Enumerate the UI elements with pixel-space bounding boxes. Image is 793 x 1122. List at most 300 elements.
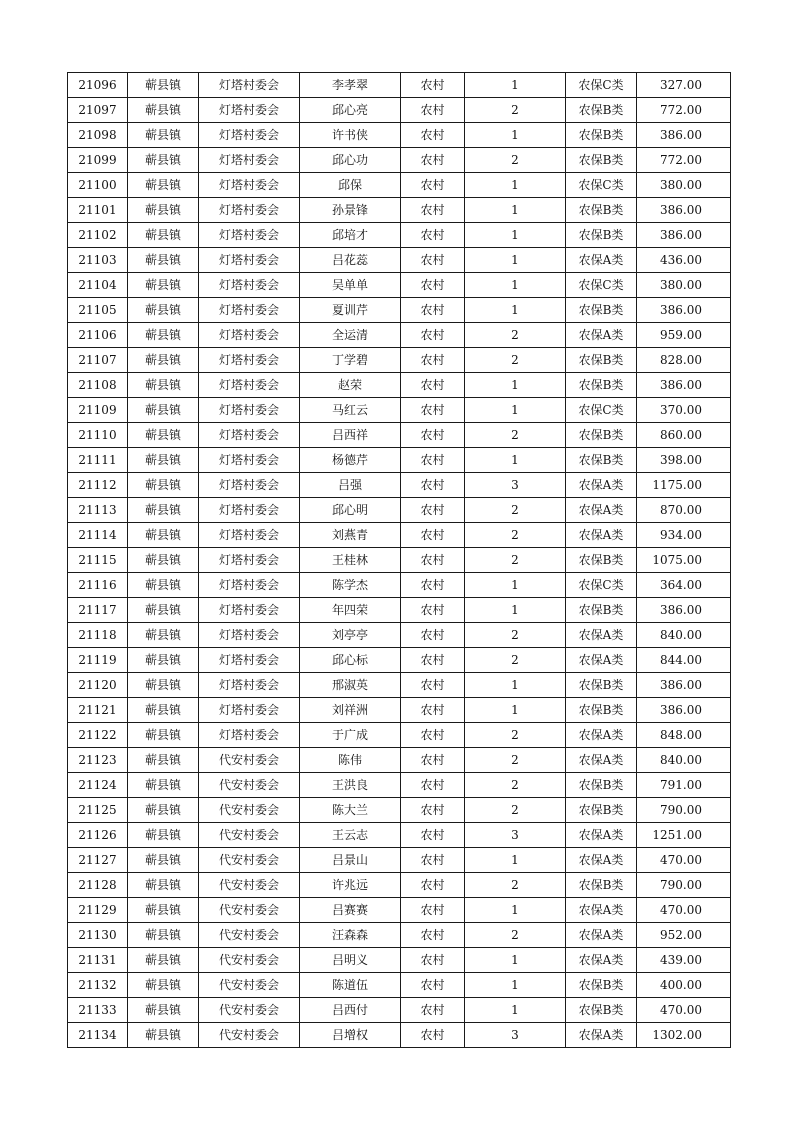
village-committee-cell: 灯塔村委会 [199, 373, 300, 398]
person-name-cell: 邱心功 [300, 148, 401, 173]
person-name-cell: 吕强 [300, 473, 401, 498]
amount-cell: 370.00 [637, 398, 731, 423]
record-id-cell: 21099 [68, 148, 128, 173]
household-count-cell: 2 [465, 498, 566, 523]
household-count-cell: 2 [465, 323, 566, 348]
insurance-category-cell: 农保B类 [566, 148, 637, 173]
town-cell: 蕲县镇 [128, 273, 199, 298]
amount-cell: 436.00 [637, 248, 731, 273]
area-type-cell: 农村 [401, 923, 465, 948]
person-name-cell: 刘燕青 [300, 523, 401, 548]
insurance-category-cell: 农保A类 [566, 323, 637, 348]
village-committee-cell: 灯塔村委会 [199, 448, 300, 473]
record-id-cell: 21124 [68, 773, 128, 798]
amount-cell: 791.00 [637, 773, 731, 798]
household-count-cell: 2 [465, 348, 566, 373]
insurance-category-cell: 农保B类 [566, 448, 637, 473]
area-type-cell: 农村 [401, 748, 465, 773]
household-count-cell: 1 [465, 948, 566, 973]
village-committee-cell: 灯塔村委会 [199, 223, 300, 248]
table-row [68, 198, 731, 223]
table-row [68, 823, 731, 848]
insurance-category-cell: 农保B类 [566, 998, 637, 1023]
amount-cell: 1075.00 [637, 548, 731, 573]
household-count-cell: 1 [465, 298, 566, 323]
insurance-category-cell: 农保A类 [566, 898, 637, 923]
record-id-cell: 21121 [68, 698, 128, 723]
insurance-category-cell: 农保A类 [566, 723, 637, 748]
table-row [68, 973, 731, 998]
insurance-category-cell: 农保C类 [566, 73, 637, 98]
town-cell: 蕲县镇 [128, 73, 199, 98]
town-cell: 蕲县镇 [128, 673, 199, 698]
village-committee-cell: 灯塔村委会 [199, 198, 300, 223]
household-count-cell: 1 [465, 998, 566, 1023]
town-cell: 蕲县镇 [128, 373, 199, 398]
household-count-cell: 2 [465, 748, 566, 773]
area-type-cell: 农村 [401, 248, 465, 273]
household-count-cell: 1 [465, 173, 566, 198]
village-committee-cell: 灯塔村委会 [199, 98, 300, 123]
person-name-cell: 于广成 [300, 723, 401, 748]
table-row [68, 923, 731, 948]
area-type-cell: 农村 [401, 798, 465, 823]
table-row [68, 473, 731, 498]
village-committee-cell: 代安村委会 [199, 898, 300, 923]
village-committee-cell: 灯塔村委会 [199, 473, 300, 498]
person-name-cell: 许书侠 [300, 123, 401, 148]
area-type-cell: 农村 [401, 423, 465, 448]
amount-cell: 840.00 [637, 748, 731, 773]
person-name-cell: 邱培才 [300, 223, 401, 248]
insurance-category-cell: 农保C类 [566, 398, 637, 423]
record-id-cell: 21114 [68, 523, 128, 548]
person-name-cell: 陈学杰 [300, 573, 401, 598]
village-committee-cell: 灯塔村委会 [199, 573, 300, 598]
village-committee-cell: 灯塔村委会 [199, 548, 300, 573]
town-cell: 蕲县镇 [128, 973, 199, 998]
person-name-cell: 吕明义 [300, 948, 401, 973]
town-cell: 蕲县镇 [128, 348, 199, 373]
village-committee-cell: 灯塔村委会 [199, 673, 300, 698]
table-row [68, 723, 731, 748]
area-type-cell: 农村 [401, 598, 465, 623]
town-cell: 蕲县镇 [128, 998, 199, 1023]
amount-cell: 840.00 [637, 623, 731, 648]
insurance-category-cell: 农保B类 [566, 223, 637, 248]
household-count-cell: 2 [465, 523, 566, 548]
record-id-cell: 21134 [68, 1023, 128, 1048]
amount-cell: 772.00 [637, 98, 731, 123]
insurance-category-cell: 农保A类 [566, 473, 637, 498]
area-type-cell: 农村 [401, 98, 465, 123]
household-count-cell: 2 [465, 423, 566, 448]
record-id-cell: 21097 [68, 98, 128, 123]
village-committee-cell: 灯塔村委会 [199, 298, 300, 323]
area-type-cell: 农村 [401, 448, 465, 473]
person-name-cell: 吕花蕊 [300, 248, 401, 273]
insurance-category-cell: 农保A类 [566, 923, 637, 948]
area-type-cell: 农村 [401, 898, 465, 923]
person-name-cell: 许兆远 [300, 873, 401, 898]
household-count-cell: 2 [465, 648, 566, 673]
person-name-cell: 邢淑英 [300, 673, 401, 698]
person-name-cell: 王桂林 [300, 548, 401, 573]
town-cell: 蕲县镇 [128, 648, 199, 673]
table-row [68, 673, 731, 698]
household-count-cell: 2 [465, 98, 566, 123]
insurance-category-cell: 农保B类 [566, 673, 637, 698]
village-committee-cell: 灯塔村委会 [199, 423, 300, 448]
amount-cell: 860.00 [637, 423, 731, 448]
record-id-cell: 21098 [68, 123, 128, 148]
record-id-cell: 21110 [68, 423, 128, 448]
record-id-cell: 21129 [68, 898, 128, 923]
household-count-cell: 1 [465, 848, 566, 873]
town-cell: 蕲县镇 [128, 898, 199, 923]
area-type-cell: 农村 [401, 648, 465, 673]
area-type-cell: 农村 [401, 148, 465, 173]
insurance-category-cell: 农保C类 [566, 173, 637, 198]
household-count-cell: 1 [465, 123, 566, 148]
town-cell: 蕲县镇 [128, 173, 199, 198]
record-id-cell: 21133 [68, 998, 128, 1023]
person-name-cell: 王洪良 [300, 773, 401, 798]
village-committee-cell: 灯塔村委会 [199, 523, 300, 548]
insurance-category-cell: 农保B类 [566, 298, 637, 323]
village-committee-cell: 灯塔村委会 [199, 648, 300, 673]
table-row [68, 648, 731, 673]
village-committee-cell: 代安村委会 [199, 748, 300, 773]
record-id-cell: 21112 [68, 473, 128, 498]
amount-cell: 439.00 [637, 948, 731, 973]
household-count-cell: 1 [465, 973, 566, 998]
person-name-cell: 李孝翠 [300, 73, 401, 98]
town-cell: 蕲县镇 [128, 848, 199, 873]
person-name-cell: 陈道伍 [300, 973, 401, 998]
table-row [68, 748, 731, 773]
town-cell: 蕲县镇 [128, 698, 199, 723]
table-row [68, 423, 731, 448]
town-cell: 蕲县镇 [128, 748, 199, 773]
person-name-cell: 吕西付 [300, 998, 401, 1023]
village-committee-cell: 灯塔村委会 [199, 273, 300, 298]
area-type-cell: 农村 [401, 73, 465, 98]
household-count-cell: 1 [465, 198, 566, 223]
record-id-cell: 21116 [68, 573, 128, 598]
area-type-cell: 农村 [401, 223, 465, 248]
data-table [67, 72, 731, 1048]
table-row [68, 898, 731, 923]
amount-cell: 386.00 [637, 123, 731, 148]
household-count-cell: 3 [465, 1023, 566, 1048]
record-id-cell: 21111 [68, 448, 128, 473]
person-name-cell: 吕景山 [300, 848, 401, 873]
table-row [68, 798, 731, 823]
table-row [68, 148, 731, 173]
table-row [68, 598, 731, 623]
household-count-cell: 3 [465, 823, 566, 848]
town-cell: 蕲县镇 [128, 448, 199, 473]
insurance-category-cell: 农保B类 [566, 548, 637, 573]
town-cell: 蕲县镇 [128, 298, 199, 323]
table-row [68, 298, 731, 323]
table-row [68, 548, 731, 573]
village-committee-cell: 灯塔村委会 [199, 623, 300, 648]
amount-cell: 398.00 [637, 448, 731, 473]
household-count-cell: 1 [465, 898, 566, 923]
person-name-cell: 陈大兰 [300, 798, 401, 823]
area-type-cell: 农村 [401, 823, 465, 848]
amount-cell: 1175.00 [637, 473, 731, 498]
town-cell: 蕲县镇 [128, 223, 199, 248]
person-name-cell: 邱心标 [300, 648, 401, 673]
record-id-cell: 21122 [68, 723, 128, 748]
amount-cell: 790.00 [637, 798, 731, 823]
record-id-cell: 21130 [68, 923, 128, 948]
insurance-category-cell: 农保A类 [566, 748, 637, 773]
town-cell: 蕲县镇 [128, 1023, 199, 1048]
area-type-cell: 农村 [401, 173, 465, 198]
amount-cell: 870.00 [637, 498, 731, 523]
person-name-cell: 汪森森 [300, 923, 401, 948]
village-committee-cell: 代安村委会 [199, 948, 300, 973]
town-cell: 蕲县镇 [128, 523, 199, 548]
area-type-cell: 农村 [401, 1023, 465, 1048]
insurance-category-cell: 农保B类 [566, 373, 637, 398]
person-name-cell: 刘亭亭 [300, 623, 401, 648]
town-cell: 蕲县镇 [128, 923, 199, 948]
household-count-cell: 2 [465, 548, 566, 573]
town-cell: 蕲县镇 [128, 623, 199, 648]
record-id-cell: 21132 [68, 973, 128, 998]
insurance-category-cell: 农保B类 [566, 698, 637, 723]
table-row [68, 498, 731, 523]
amount-cell: 470.00 [637, 898, 731, 923]
village-committee-cell: 灯塔村委会 [199, 148, 300, 173]
area-type-cell: 农村 [401, 498, 465, 523]
household-count-cell: 1 [465, 373, 566, 398]
person-name-cell: 全运清 [300, 323, 401, 348]
household-count-cell: 1 [465, 223, 566, 248]
person-name-cell: 刘祥洲 [300, 698, 401, 723]
amount-cell: 934.00 [637, 523, 731, 548]
table-row [68, 523, 731, 548]
record-id-cell: 21096 [68, 73, 128, 98]
table-row [68, 1023, 731, 1048]
area-type-cell: 农村 [401, 273, 465, 298]
insurance-category-cell: 农保B类 [566, 973, 637, 998]
table-row [68, 448, 731, 473]
person-name-cell: 吕增权 [300, 1023, 401, 1048]
household-count-cell: 2 [465, 148, 566, 173]
village-committee-cell: 代安村委会 [199, 823, 300, 848]
village-committee-cell: 代安村委会 [199, 998, 300, 1023]
town-cell: 蕲县镇 [128, 148, 199, 173]
insurance-category-cell: 农保B类 [566, 598, 637, 623]
table-row [68, 123, 731, 148]
household-count-cell: 1 [465, 673, 566, 698]
table-row [68, 773, 731, 798]
household-count-cell: 2 [465, 723, 566, 748]
area-type-cell: 农村 [401, 948, 465, 973]
household-count-cell: 1 [465, 698, 566, 723]
amount-cell: 828.00 [637, 348, 731, 373]
village-committee-cell: 代安村委会 [199, 1023, 300, 1048]
amount-cell: 848.00 [637, 723, 731, 748]
record-id-cell: 21113 [68, 498, 128, 523]
area-type-cell: 农村 [401, 523, 465, 548]
amount-cell: 380.00 [637, 173, 731, 198]
table-row [68, 573, 731, 598]
town-cell: 蕲县镇 [128, 98, 199, 123]
amount-cell: 386.00 [637, 598, 731, 623]
person-name-cell: 吕西祥 [300, 423, 401, 448]
area-type-cell: 农村 [401, 373, 465, 398]
household-count-cell: 1 [465, 398, 566, 423]
insurance-category-cell: 农保A类 [566, 948, 637, 973]
insurance-category-cell: 农保A类 [566, 248, 637, 273]
record-id-cell: 21100 [68, 173, 128, 198]
household-count-cell: 1 [465, 598, 566, 623]
insurance-category-cell: 农保A类 [566, 1023, 637, 1048]
village-committee-cell: 灯塔村委会 [199, 698, 300, 723]
town-cell: 蕲县镇 [128, 498, 199, 523]
town-cell: 蕲县镇 [128, 548, 199, 573]
amount-cell: 1302.00 [637, 1023, 731, 1048]
record-id-cell: 21108 [68, 373, 128, 398]
person-name-cell: 杨德芹 [300, 448, 401, 473]
table-row [68, 323, 731, 348]
amount-cell: 380.00 [637, 273, 731, 298]
amount-cell: 386.00 [637, 298, 731, 323]
person-name-cell: 吕赛赛 [300, 898, 401, 923]
village-committee-cell: 灯塔村委会 [199, 173, 300, 198]
village-committee-cell: 代安村委会 [199, 798, 300, 823]
record-id-cell: 21106 [68, 323, 128, 348]
amount-cell: 952.00 [637, 923, 731, 948]
area-type-cell: 农村 [401, 973, 465, 998]
insurance-category-cell: 农保B类 [566, 798, 637, 823]
town-cell: 蕲县镇 [128, 723, 199, 748]
record-id-cell: 21105 [68, 298, 128, 323]
person-name-cell: 夏训芹 [300, 298, 401, 323]
record-id-cell: 21103 [68, 248, 128, 273]
record-id-cell: 21119 [68, 648, 128, 673]
insurance-category-cell: 农保A类 [566, 623, 637, 648]
insurance-category-cell: 农保C类 [566, 573, 637, 598]
village-committee-cell: 灯塔村委会 [199, 498, 300, 523]
person-name-cell: 邱心亮 [300, 98, 401, 123]
insurance-category-cell: 农保B类 [566, 873, 637, 898]
table-row [68, 948, 731, 973]
amount-cell: 470.00 [637, 848, 731, 873]
amount-cell: 470.00 [637, 998, 731, 1023]
amount-cell: 386.00 [637, 198, 731, 223]
table-row [68, 223, 731, 248]
table-row [68, 698, 731, 723]
household-count-cell: 3 [465, 473, 566, 498]
record-id-cell: 21126 [68, 823, 128, 848]
household-count-cell: 1 [465, 273, 566, 298]
household-count-cell: 2 [465, 798, 566, 823]
table-row [68, 73, 731, 98]
table-row [68, 398, 731, 423]
record-id-cell: 21101 [68, 198, 128, 223]
town-cell: 蕲县镇 [128, 598, 199, 623]
insurance-category-cell: 农保B类 [566, 198, 637, 223]
person-name-cell: 丁学碧 [300, 348, 401, 373]
town-cell: 蕲县镇 [128, 798, 199, 823]
area-type-cell: 农村 [401, 473, 465, 498]
town-cell: 蕲县镇 [128, 823, 199, 848]
amount-cell: 959.00 [637, 323, 731, 348]
area-type-cell: 农村 [401, 298, 465, 323]
insurance-category-cell: 农保A类 [566, 523, 637, 548]
household-count-cell: 1 [465, 573, 566, 598]
table-body [68, 73, 731, 1048]
area-type-cell: 农村 [401, 573, 465, 598]
household-count-cell: 2 [465, 873, 566, 898]
town-cell: 蕲县镇 [128, 398, 199, 423]
amount-cell: 790.00 [637, 873, 731, 898]
person-name-cell: 邱保 [300, 173, 401, 198]
household-count-cell: 2 [465, 773, 566, 798]
village-committee-cell: 灯塔村委会 [199, 723, 300, 748]
town-cell: 蕲县镇 [128, 248, 199, 273]
amount-cell: 386.00 [637, 673, 731, 698]
record-id-cell: 21125 [68, 798, 128, 823]
village-committee-cell: 灯塔村委会 [199, 123, 300, 148]
table-row [68, 848, 731, 873]
area-type-cell: 农村 [401, 773, 465, 798]
village-committee-cell: 灯塔村委会 [199, 348, 300, 373]
village-committee-cell: 代安村委会 [199, 923, 300, 948]
area-type-cell: 农村 [401, 123, 465, 148]
person-name-cell: 陈伟 [300, 748, 401, 773]
area-type-cell: 农村 [401, 723, 465, 748]
household-count-cell: 1 [465, 248, 566, 273]
household-count-cell: 2 [465, 623, 566, 648]
table-row [68, 248, 731, 273]
insurance-category-cell: 农保B类 [566, 348, 637, 373]
person-name-cell: 王云志 [300, 823, 401, 848]
insurance-category-cell: 农保B类 [566, 98, 637, 123]
person-name-cell: 孙景锋 [300, 198, 401, 223]
area-type-cell: 农村 [401, 848, 465, 873]
record-id-cell: 21120 [68, 673, 128, 698]
person-name-cell: 赵荣 [300, 373, 401, 398]
amount-cell: 772.00 [637, 148, 731, 173]
town-cell: 蕲县镇 [128, 423, 199, 448]
table-row [68, 348, 731, 373]
insurance-category-cell: 农保B类 [566, 123, 637, 148]
table-row [68, 173, 731, 198]
table-row [68, 98, 731, 123]
amount-cell: 1251.00 [637, 823, 731, 848]
amount-cell: 400.00 [637, 973, 731, 998]
household-count-cell: 1 [465, 73, 566, 98]
amount-cell: 386.00 [637, 698, 731, 723]
amount-cell: 844.00 [637, 648, 731, 673]
insurance-category-cell: 农保A类 [566, 498, 637, 523]
insurance-category-cell: 农保C类 [566, 273, 637, 298]
village-committee-cell: 灯塔村委会 [199, 73, 300, 98]
town-cell: 蕲县镇 [128, 573, 199, 598]
record-id-cell: 21118 [68, 623, 128, 648]
village-committee-cell: 代安村委会 [199, 848, 300, 873]
village-committee-cell: 灯塔村委会 [199, 323, 300, 348]
